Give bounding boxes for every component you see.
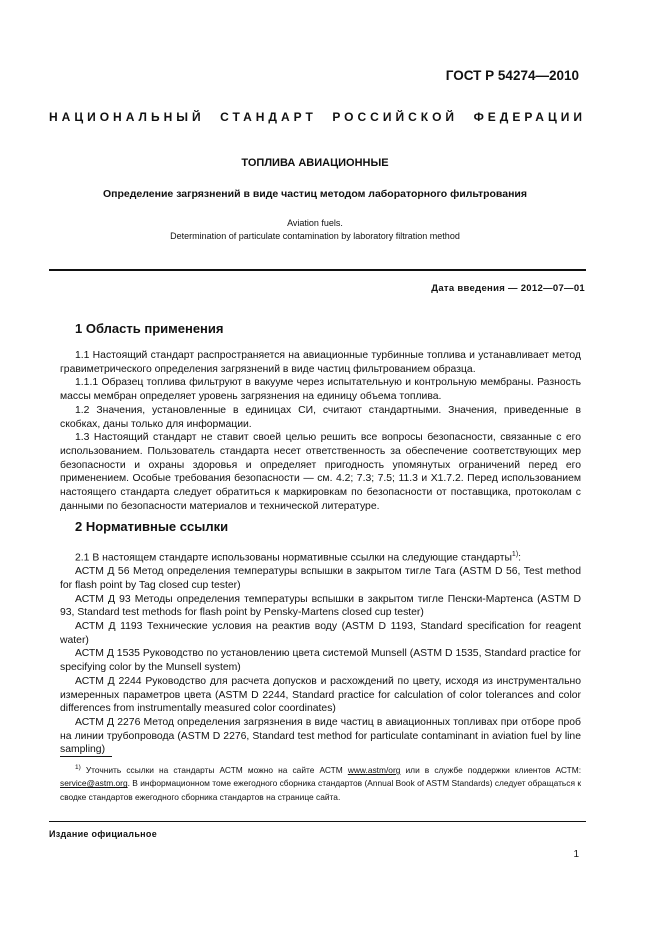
standard-number: ГОСТ Р 54274—2010 xyxy=(445,68,579,83)
document-subtitle: Определение загрязнений в виде частиц методом лабораторного фильтрования xyxy=(103,188,527,200)
footnote-text xyxy=(60,761,581,804)
national-standard-word: НАЦИОНАЛЬНЫЙ xyxy=(49,110,205,124)
section-heading: 2 Нормативные ссылки xyxy=(75,519,229,534)
section-body xyxy=(60,349,581,513)
paragraph: 1.2 Значения, установленные в единицах СИ, считают стандартными. Значения, приведенные в скобках, даны только для информации. xyxy=(60,404,581,430)
national-standard-word: РОССИЙСКОЙ xyxy=(332,110,459,124)
paragraph xyxy=(60,548,581,565)
footnote-text-part: . В информационном томе ежегодного сборника стандартов (Annual Book of ASTM Standards) следует обращаться к сводке стандартов ежегодного сборника стандартов на странице сайта. xyxy=(60,778,581,802)
paragraph: 1.1 Настоящий стандарт распространяется на авиационные турбинные топлива и устанавливает метод гравиметрического определения загрязнений в виде частиц фильтрованием образца. xyxy=(60,350,581,375)
references-intro-end: : xyxy=(518,552,522,564)
english-title-line: Aviation fuels. xyxy=(287,218,343,228)
document-title: ТОПЛИВА АВИАЦИОННЫЕ xyxy=(241,157,389,169)
english-title xyxy=(0,217,630,243)
national-standard-heading xyxy=(49,110,586,124)
footnote-mark: 1) xyxy=(75,764,81,771)
national-standard-word: ФЕДЕРАЦИИ xyxy=(473,110,586,124)
astm-website-link[interactable]: www.astm/org xyxy=(347,764,401,775)
footnote-divider xyxy=(60,756,112,757)
reference-item: АСТМ Д 93 Методы определения температуры вспышки в закрытом тигле Пенски-Мартенса (ASTM D 93, Standard test methods for flash point by Pensky-Martens closed cup tester) xyxy=(60,593,581,619)
references-intro: 2.1 В настоящем стандарте использованы нормативные ссылки на следующие стандарты xyxy=(75,552,512,564)
footnote xyxy=(60,761,581,804)
reference-item: АСТМ Д 2276 Метод определения загрязнения в виде частиц в авиационных топливах при отборе проб на линии трубопровода (ASTM D 2276, Standard test method for particulate contaminant in aviation fuel by line sampling) xyxy=(60,716,581,756)
astm-email-link[interactable]: service@astm.org xyxy=(60,778,128,789)
national-standard-word: СТАНДАРТ xyxy=(220,110,317,124)
reference-item: АСТМ Д 1193 Технические условия на реактив воду (ASTM D 1193, Standard specification for reagent water) xyxy=(60,620,581,646)
footer-divider xyxy=(49,821,586,822)
reference-item: АСТМ Д 56 Метод определения температуры вспышки в закрытом тигле Тага (ASTM D 56, Test method for flash point by Tag closed cup tester) xyxy=(60,566,581,591)
footnote-mark: 1) xyxy=(511,551,519,558)
reference-item: АСТМ Д 1535 Руководство по установлению цвета системой Munsell (ASTM D 1535, Standard practice for specifying color by the Munsell system) xyxy=(60,648,581,674)
paragraph: 1.3 Настоящий стандарт не ставит своей целью решить все вопросы безопасности, связанные с его использованием. Пользователь стандарта несет ответственность за обеспечение соответствующих мер безопасности и охраны здоровья и определяет пригодность упомянутых ограничений перед его применением. Особые требования безопасности — см. 4.2; 7.3; 7.5; 11.3 и Х1.7.2. Перед использованием настоящего стандарта следует обратиться к маркировкам по безопасности от поставщика, протоколам с данными по безопасности материалов и технической литературе. xyxy=(60,432,581,512)
footnote-text-part: Уточнить ссылки на стандарты АСТМ можно на сайте АСТМ xyxy=(85,764,343,775)
title-divider xyxy=(49,269,586,271)
introduction-date: Дата введения — 2012—07—01 xyxy=(431,283,585,294)
paragraph: 1.1.1 Образец топлива фильтруют в вакууме через испытательную и контрольную мембраны. Разность массы мембран определяет уровень загрязнения на единицу объема топлива. xyxy=(60,377,581,403)
english-title-line: Determination of particulate contamination by laboratory filtration method xyxy=(170,231,460,241)
reference-item: АСТМ Д 2244 Руководство для расчета допусков и расхождений по цвету, исходя из инструментально измеренных параметров цвета (ASTM D 2244, Standard practice for calculation of color tolerances and color differences from instrumentally measured color coordinates) xyxy=(60,675,581,715)
official-edition-label: Издание официальное xyxy=(49,829,158,839)
section-heading: 1 Область применения xyxy=(75,321,224,336)
footnote-text-part: или в службе поддержки клиентов АСТМ: xyxy=(405,764,582,775)
page-number: 1 xyxy=(573,849,579,860)
section-body xyxy=(60,548,581,757)
